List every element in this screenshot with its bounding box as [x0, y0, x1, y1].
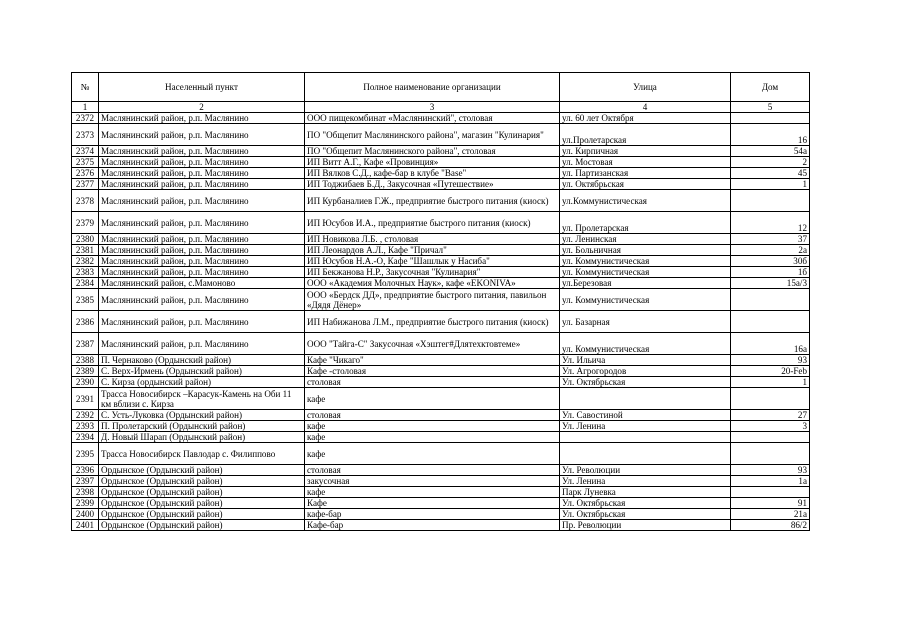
- row-number-cell: 2384: [72, 278, 99, 289]
- organization-cell: кафе: [305, 432, 560, 443]
- street-cell: ул. Коммунистическая: [560, 267, 731, 278]
- row-number-cell: 2377: [72, 179, 99, 190]
- table-row: [72, 432, 810, 443]
- house-cell: 16: [731, 124, 810, 146]
- house-cell: 3: [731, 421, 810, 432]
- locality-cell: Маслянинский район, р.п. Маслянино: [99, 256, 305, 267]
- row-number-cell: 2378: [72, 190, 99, 212]
- locality-cell: Трасса Новосибирск –Карасук-Камень на Оби 11 км вблизи с. Кирза: [99, 388, 305, 410]
- locality-cell: Ордынское (Ордынский район): [99, 509, 305, 520]
- row-number-cell: 2374: [72, 146, 99, 157]
- table-row: [72, 256, 810, 267]
- house-cell: 93: [731, 465, 810, 476]
- table-row: [72, 267, 810, 278]
- table-row: [72, 476, 810, 487]
- organization-cell: ИП Вялков С.Д., кафе-бар в клубе "Base": [305, 168, 560, 179]
- header-row: [72, 73, 810, 102]
- organization-cell: кафе-бар: [305, 509, 560, 520]
- column-number: 4: [560, 102, 731, 113]
- street-cell: ул. Октябрьская: [560, 179, 731, 190]
- row-number-cell: 2401: [72, 520, 99, 531]
- row-number-cell: 2383: [72, 267, 99, 278]
- locality-cell: Маслянинский район, р.п. Маслянино: [99, 179, 305, 190]
- column-number: 3: [305, 102, 560, 113]
- table-row: [72, 289, 810, 311]
- table-row: [72, 278, 810, 289]
- table-body: [72, 113, 810, 531]
- row-number-cell: 2382: [72, 256, 99, 267]
- house-cell: [731, 432, 810, 443]
- house-cell: [731, 311, 810, 333]
- locality-cell: Маслянинский район, р.п. Маслянино: [99, 333, 305, 355]
- house-cell: 20-Feb: [731, 366, 810, 377]
- locality-cell: П. Пролетарский (Ордынский район): [99, 421, 305, 432]
- organization-cell: кафе: [305, 487, 560, 498]
- row-number-cell: 2372: [72, 113, 99, 124]
- organization-cell: ИП Набижанова Л.М., предприятие быстрого питания (киоск): [305, 311, 560, 333]
- table-row: [72, 212, 810, 234]
- organization-cell: ООО пищекомбинат «Маслянинский", столовая: [305, 113, 560, 124]
- house-cell: 2: [731, 157, 810, 168]
- street-cell: Парк Луневка: [560, 487, 731, 498]
- organization-cell: ИП Новикова Л.Б. , столовая: [305, 234, 560, 245]
- table-row: [72, 377, 810, 388]
- street-cell: ул. Кирпичная: [560, 146, 731, 157]
- row-number-cell: 2398: [72, 487, 99, 498]
- table-row: [72, 333, 810, 355]
- house-cell: [731, 190, 810, 212]
- street-cell: ул. Пролетарская: [560, 212, 731, 234]
- row-number-cell: 2381: [72, 245, 99, 256]
- locality-cell: Маслянинский район, р.п. Маслянино: [99, 168, 305, 179]
- table-row: [72, 190, 810, 212]
- row-number-cell: 2396: [72, 465, 99, 476]
- locality-cell: Маслянинский район, р.п. Маслянино: [99, 157, 305, 168]
- house-cell: [731, 289, 810, 311]
- column-number: 1: [72, 102, 99, 113]
- locality-cell: Маслянинский район, р.п. Маслянино: [99, 124, 305, 146]
- house-cell: [731, 113, 810, 124]
- row-number-cell: 2388: [72, 355, 99, 366]
- table-row: [72, 146, 810, 157]
- street-cell: ул. Базарная: [560, 311, 731, 333]
- organization-cell: Кафе: [305, 498, 560, 509]
- locality-cell: Маслянинский район, р.п. Маслянино: [99, 146, 305, 157]
- locality-cell: Маслянинский район, р.п. Маслянино: [99, 190, 305, 212]
- row-number-cell: 2387: [72, 333, 99, 355]
- organization-cell: ИП Тоджибаев Б.Д., Закусочная «Путешествие»: [305, 179, 560, 190]
- row-number-cell: 2385: [72, 289, 99, 311]
- header-house: Дом: [731, 73, 810, 102]
- row-number-cell: 2380: [72, 234, 99, 245]
- street-cell: ул. Партизанская: [560, 168, 731, 179]
- row-number-cell: 2392: [72, 410, 99, 421]
- registry-table: [71, 72, 810, 531]
- table-row: [72, 355, 810, 366]
- header-number: №: [72, 73, 99, 102]
- organization-cell: закусочная: [305, 476, 560, 487]
- table-row: [72, 168, 810, 179]
- organization-cell: ПО "Общепит Маслянинского района", столовая: [305, 146, 560, 157]
- street-cell: ул. Ленинская: [560, 234, 731, 245]
- table-row: [72, 388, 810, 410]
- street-cell: ул. 60 лет Октября: [560, 113, 731, 124]
- house-cell: [731, 443, 810, 465]
- house-cell: 1б: [731, 267, 810, 278]
- table-row: [72, 465, 810, 476]
- house-cell: 93: [731, 355, 810, 366]
- table-row: [72, 366, 810, 377]
- row-number-cell: 2391: [72, 388, 99, 410]
- house-cell: 1: [731, 179, 810, 190]
- table-row: [72, 124, 810, 146]
- column-number-row: [72, 102, 810, 113]
- house-cell: 2а: [731, 245, 810, 256]
- locality-cell: Ордынское (Ордынский район): [99, 498, 305, 509]
- street-cell: ул. Мостовая: [560, 157, 731, 168]
- table-row: [72, 498, 810, 509]
- row-number-cell: 2393: [72, 421, 99, 432]
- row-number-cell: 2397: [72, 476, 99, 487]
- organization-cell: кафе: [305, 388, 560, 410]
- table-row: [72, 410, 810, 421]
- street-cell: [560, 443, 731, 465]
- street-cell: Ул. Ильича: [560, 355, 731, 366]
- locality-cell: Маслянинский район, р.п. Маслянино: [99, 212, 305, 234]
- street-cell: Пр. Революции: [560, 520, 731, 531]
- locality-cell: П. Чернаково (Ордынский район): [99, 355, 305, 366]
- organization-cell: ООО «Бердск ДД», предприятие быстрого питания, павильон «Дядя Дёнер»: [305, 289, 560, 311]
- table-row: [72, 245, 810, 256]
- header-locality: Населенный пункт: [99, 73, 305, 102]
- organization-cell: Кафе-бар: [305, 520, 560, 531]
- street-cell: Ул. Октябрьская: [560, 377, 731, 388]
- locality-cell: Маслянинский район, р.п. Маслянино: [99, 113, 305, 124]
- organization-cell: ИП Витт А.Г., Кафе «Провинция»: [305, 157, 560, 168]
- organization-cell: столовая: [305, 377, 560, 388]
- locality-cell: С. Кирза (ордынский район): [99, 377, 305, 388]
- locality-cell: Д. Новый Шарап (Ордынский район): [99, 432, 305, 443]
- table-row: [72, 509, 810, 520]
- locality-cell: Ордынское (Ордынский район): [99, 476, 305, 487]
- row-number-cell: 2379: [72, 212, 99, 234]
- house-cell: 30б: [731, 256, 810, 267]
- table-row: [72, 157, 810, 168]
- column-number: 5: [731, 102, 810, 113]
- street-cell: ул. Коммунистическая: [560, 289, 731, 311]
- row-number-cell: 2400: [72, 509, 99, 520]
- locality-cell: Маслянинский район, р.п. Маслянино: [99, 267, 305, 278]
- organization-cell: ПО "Общепит Маслянинского района", магазин "Кулинария": [305, 124, 560, 146]
- row-number-cell: 2399: [72, 498, 99, 509]
- row-number-cell: 2386: [72, 311, 99, 333]
- street-cell: Ул. Савостиной: [560, 410, 731, 421]
- header-street: Улица: [560, 73, 731, 102]
- locality-cell: Маслянинский район, р.п. Маслянино: [99, 245, 305, 256]
- street-cell: ул. Больничная: [560, 245, 731, 256]
- organization-cell: столовая: [305, 465, 560, 476]
- organization-cell: ООО «Академия Молочных Наук», кафе «EKONIVA»: [305, 278, 560, 289]
- row-number-cell: 2375: [72, 157, 99, 168]
- street-cell: ул.Пролетарская: [560, 124, 731, 146]
- row-number-cell: 2389: [72, 366, 99, 377]
- row-number-cell: 2394: [72, 432, 99, 443]
- organization-cell: ИП Бекжанова Н.Р., Закусочная "Кулинария": [305, 267, 560, 278]
- street-cell: Ул. Революции: [560, 465, 731, 476]
- house-cell: 15а/3: [731, 278, 810, 289]
- house-cell: 16а: [731, 333, 810, 355]
- organization-cell: ИП Леонардов А.Л., Кафе "Причал": [305, 245, 560, 256]
- street-cell: Ул. Октябрьская: [560, 498, 731, 509]
- table-row: [72, 487, 810, 498]
- column-number: 2: [99, 102, 305, 113]
- street-cell: ул. Коммунистическая: [560, 256, 731, 267]
- house-cell: [731, 487, 810, 498]
- row-number-cell: 2395: [72, 443, 99, 465]
- street-cell: Ул. Октябрьская: [560, 509, 731, 520]
- locality-cell: Маслянинский район, р.п. Маслянино: [99, 289, 305, 311]
- locality-cell: Маслянинский район, р.п. Маслянино: [99, 234, 305, 245]
- table-row: [72, 234, 810, 245]
- house-cell: 54а: [731, 146, 810, 157]
- table-row: [72, 113, 810, 124]
- table-row: [72, 311, 810, 333]
- street-cell: ул.Коммунистическая: [560, 190, 731, 212]
- house-cell: 45: [731, 168, 810, 179]
- street-cell: Ул. Агрогородов: [560, 366, 731, 377]
- street-cell: Ул. Ленина: [560, 421, 731, 432]
- row-number-cell: 2390: [72, 377, 99, 388]
- table-row: [72, 179, 810, 190]
- organization-cell: столовая: [305, 410, 560, 421]
- table-row: [72, 443, 810, 465]
- locality-cell: Маслянинский район, с.Мамоново: [99, 278, 305, 289]
- house-cell: 91: [731, 498, 810, 509]
- table-row: [72, 421, 810, 432]
- house-cell: 1: [731, 377, 810, 388]
- locality-cell: Ордынское (Ордынский район): [99, 465, 305, 476]
- street-cell: ул. Коммунистическая: [560, 333, 731, 355]
- organization-cell: Кафе -столовая: [305, 366, 560, 377]
- row-number-cell: 2376: [72, 168, 99, 179]
- house-cell: 86/2: [731, 520, 810, 531]
- organization-cell: кафе: [305, 443, 560, 465]
- locality-cell: Трасса Новосибирск Павлодар с. Филиппово: [99, 443, 305, 465]
- street-cell: [560, 432, 731, 443]
- organization-cell: ООО "Тайга-С" Закусочная «Хэштег#Длятехктовтеме»: [305, 333, 560, 355]
- locality-cell: Ордынское (Ордынский район): [99, 487, 305, 498]
- house-cell: 27: [731, 410, 810, 421]
- row-number-cell: 2373: [72, 124, 99, 146]
- organization-cell: Кафе "Чикаго": [305, 355, 560, 366]
- house-cell: 37: [731, 234, 810, 245]
- locality-cell: С. Усть-Луковка (Ордынский район): [99, 410, 305, 421]
- organization-cell: ИП Юсубов И.А., предприятие быстрого питания (киоск): [305, 212, 560, 234]
- house-cell: [731, 388, 810, 410]
- locality-cell: Ордынское (Ордынский район): [99, 520, 305, 531]
- house-cell: 12: [731, 212, 810, 234]
- header-organization: Полное наименование организации: [305, 73, 560, 102]
- organization-cell: ИП Юсубов Н.А.-О, Кафе "Шашлык у Насиба": [305, 256, 560, 267]
- street-cell: Ул. Ленина: [560, 476, 731, 487]
- street-cell: [560, 388, 731, 410]
- organization-cell: кафе: [305, 421, 560, 432]
- table-row: [72, 520, 810, 531]
- house-cell: 1а: [731, 476, 810, 487]
- locality-cell: Маслянинский район, р.п. Маслянино: [99, 311, 305, 333]
- organization-cell: ИП Курбаналиев Г.Ж., предприятие быстрого питания (киоск): [305, 190, 560, 212]
- house-cell: 21а: [731, 509, 810, 520]
- street-cell: ул.Березовая: [560, 278, 731, 289]
- locality-cell: С. Верх-Ирмень (Ордынский район): [99, 366, 305, 377]
